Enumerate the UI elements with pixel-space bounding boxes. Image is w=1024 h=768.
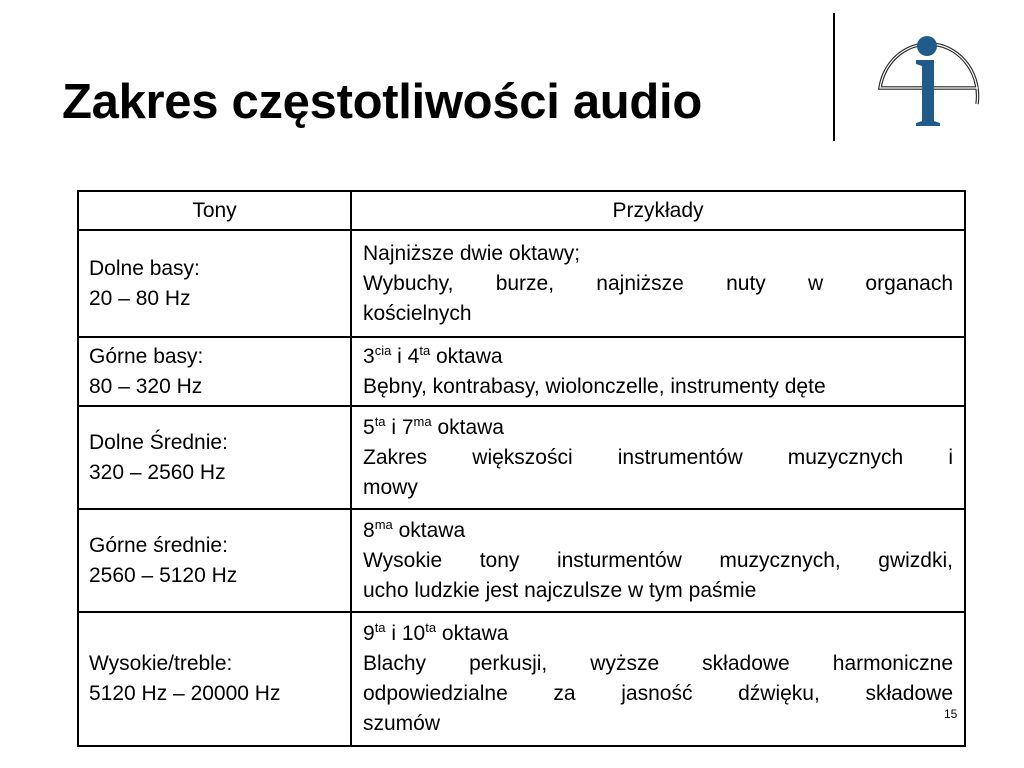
band-cell bbox=[78, 509, 351, 612]
examples-heading: Najniższe dwie oktawy; bbox=[363, 241, 581, 265]
band-name: Dolne Średnie: bbox=[89, 430, 228, 454]
band-cell bbox=[78, 230, 351, 337]
table-row bbox=[78, 230, 965, 337]
header-tones: Tony bbox=[78, 191, 351, 230]
examples-line: Zakres większości instrumentów muzycznych i bbox=[363, 445, 953, 469]
examples-line: szumów bbox=[363, 712, 441, 735]
band-range: 320 – 2560 Hz bbox=[89, 460, 226, 484]
band-range: 2560 – 5120 Hz bbox=[89, 563, 238, 587]
band-cell bbox=[78, 337, 351, 406]
table-row bbox=[78, 406, 965, 509]
slide-title: Zakres częstotliwości audio bbox=[62, 75, 703, 129]
band-name: Dolne basy: bbox=[89, 256, 200, 280]
band-range: 20 – 80 Hz bbox=[89, 286, 191, 310]
examples-line: Blachy perkusji, wyższe składowe harmoniczne bbox=[363, 652, 953, 675]
octave-heading: $9^{ta}$ i $10^{ta}$ oktawa bbox=[363, 620, 509, 645]
examples-cell bbox=[351, 230, 965, 337]
logo-dot bbox=[917, 36, 937, 56]
octave-heading: $8^{ma}$ oktawa bbox=[363, 516, 466, 542]
examples-line: mowy bbox=[363, 475, 418, 499]
examples-line: kościelnych bbox=[363, 301, 472, 325]
examples-cell bbox=[351, 612, 965, 746]
band-cell bbox=[78, 406, 351, 509]
institution-logo bbox=[864, 16, 990, 142]
band-name: Górne średnie: bbox=[89, 533, 228, 557]
octave-heading: $5^{ta}$ i $7^{ma}$ oktawa bbox=[363, 413, 504, 439]
examples-cell bbox=[351, 509, 965, 612]
examples-line: Bębny, kontrabasy, wiolonczelle, instrumenty dęte bbox=[363, 374, 826, 398]
logo-stem bbox=[916, 60, 940, 126]
octave-heading: $3^{cia}$ i $4^{ta}$ oktawa bbox=[363, 342, 503, 368]
band-name: Wysokie/treble: bbox=[89, 652, 233, 675]
table-header-row bbox=[78, 191, 965, 230]
examples-line: Wybuchy, burze, najniższe nuty w organach bbox=[363, 271, 953, 295]
examples-line: ucho ludzkie jest najczulsze w tym paśmie bbox=[363, 578, 757, 602]
table-row bbox=[78, 612, 965, 746]
band-cell bbox=[78, 612, 351, 746]
examples-line: odpowiedzialne za jasność dźwięku, składowe bbox=[363, 682, 953, 705]
header-examples: Przykłady bbox=[351, 191, 965, 230]
frequency-table bbox=[77, 190, 966, 747]
examples-line: Wysokie tony insturmentów muzycznych, gwizdki, bbox=[363, 548, 953, 572]
examples-cell bbox=[351, 406, 965, 509]
title-divider bbox=[833, 13, 835, 141]
table-row bbox=[78, 337, 965, 406]
band-name: Górne basy: bbox=[89, 344, 204, 368]
examples-cell bbox=[351, 337, 965, 406]
page-number: 15 bbox=[944, 707, 958, 721]
band-range: 80 – 320 Hz bbox=[89, 374, 203, 398]
table-row bbox=[78, 509, 965, 612]
band-range: 5120 Hz – 20000 Hz bbox=[89, 682, 281, 705]
